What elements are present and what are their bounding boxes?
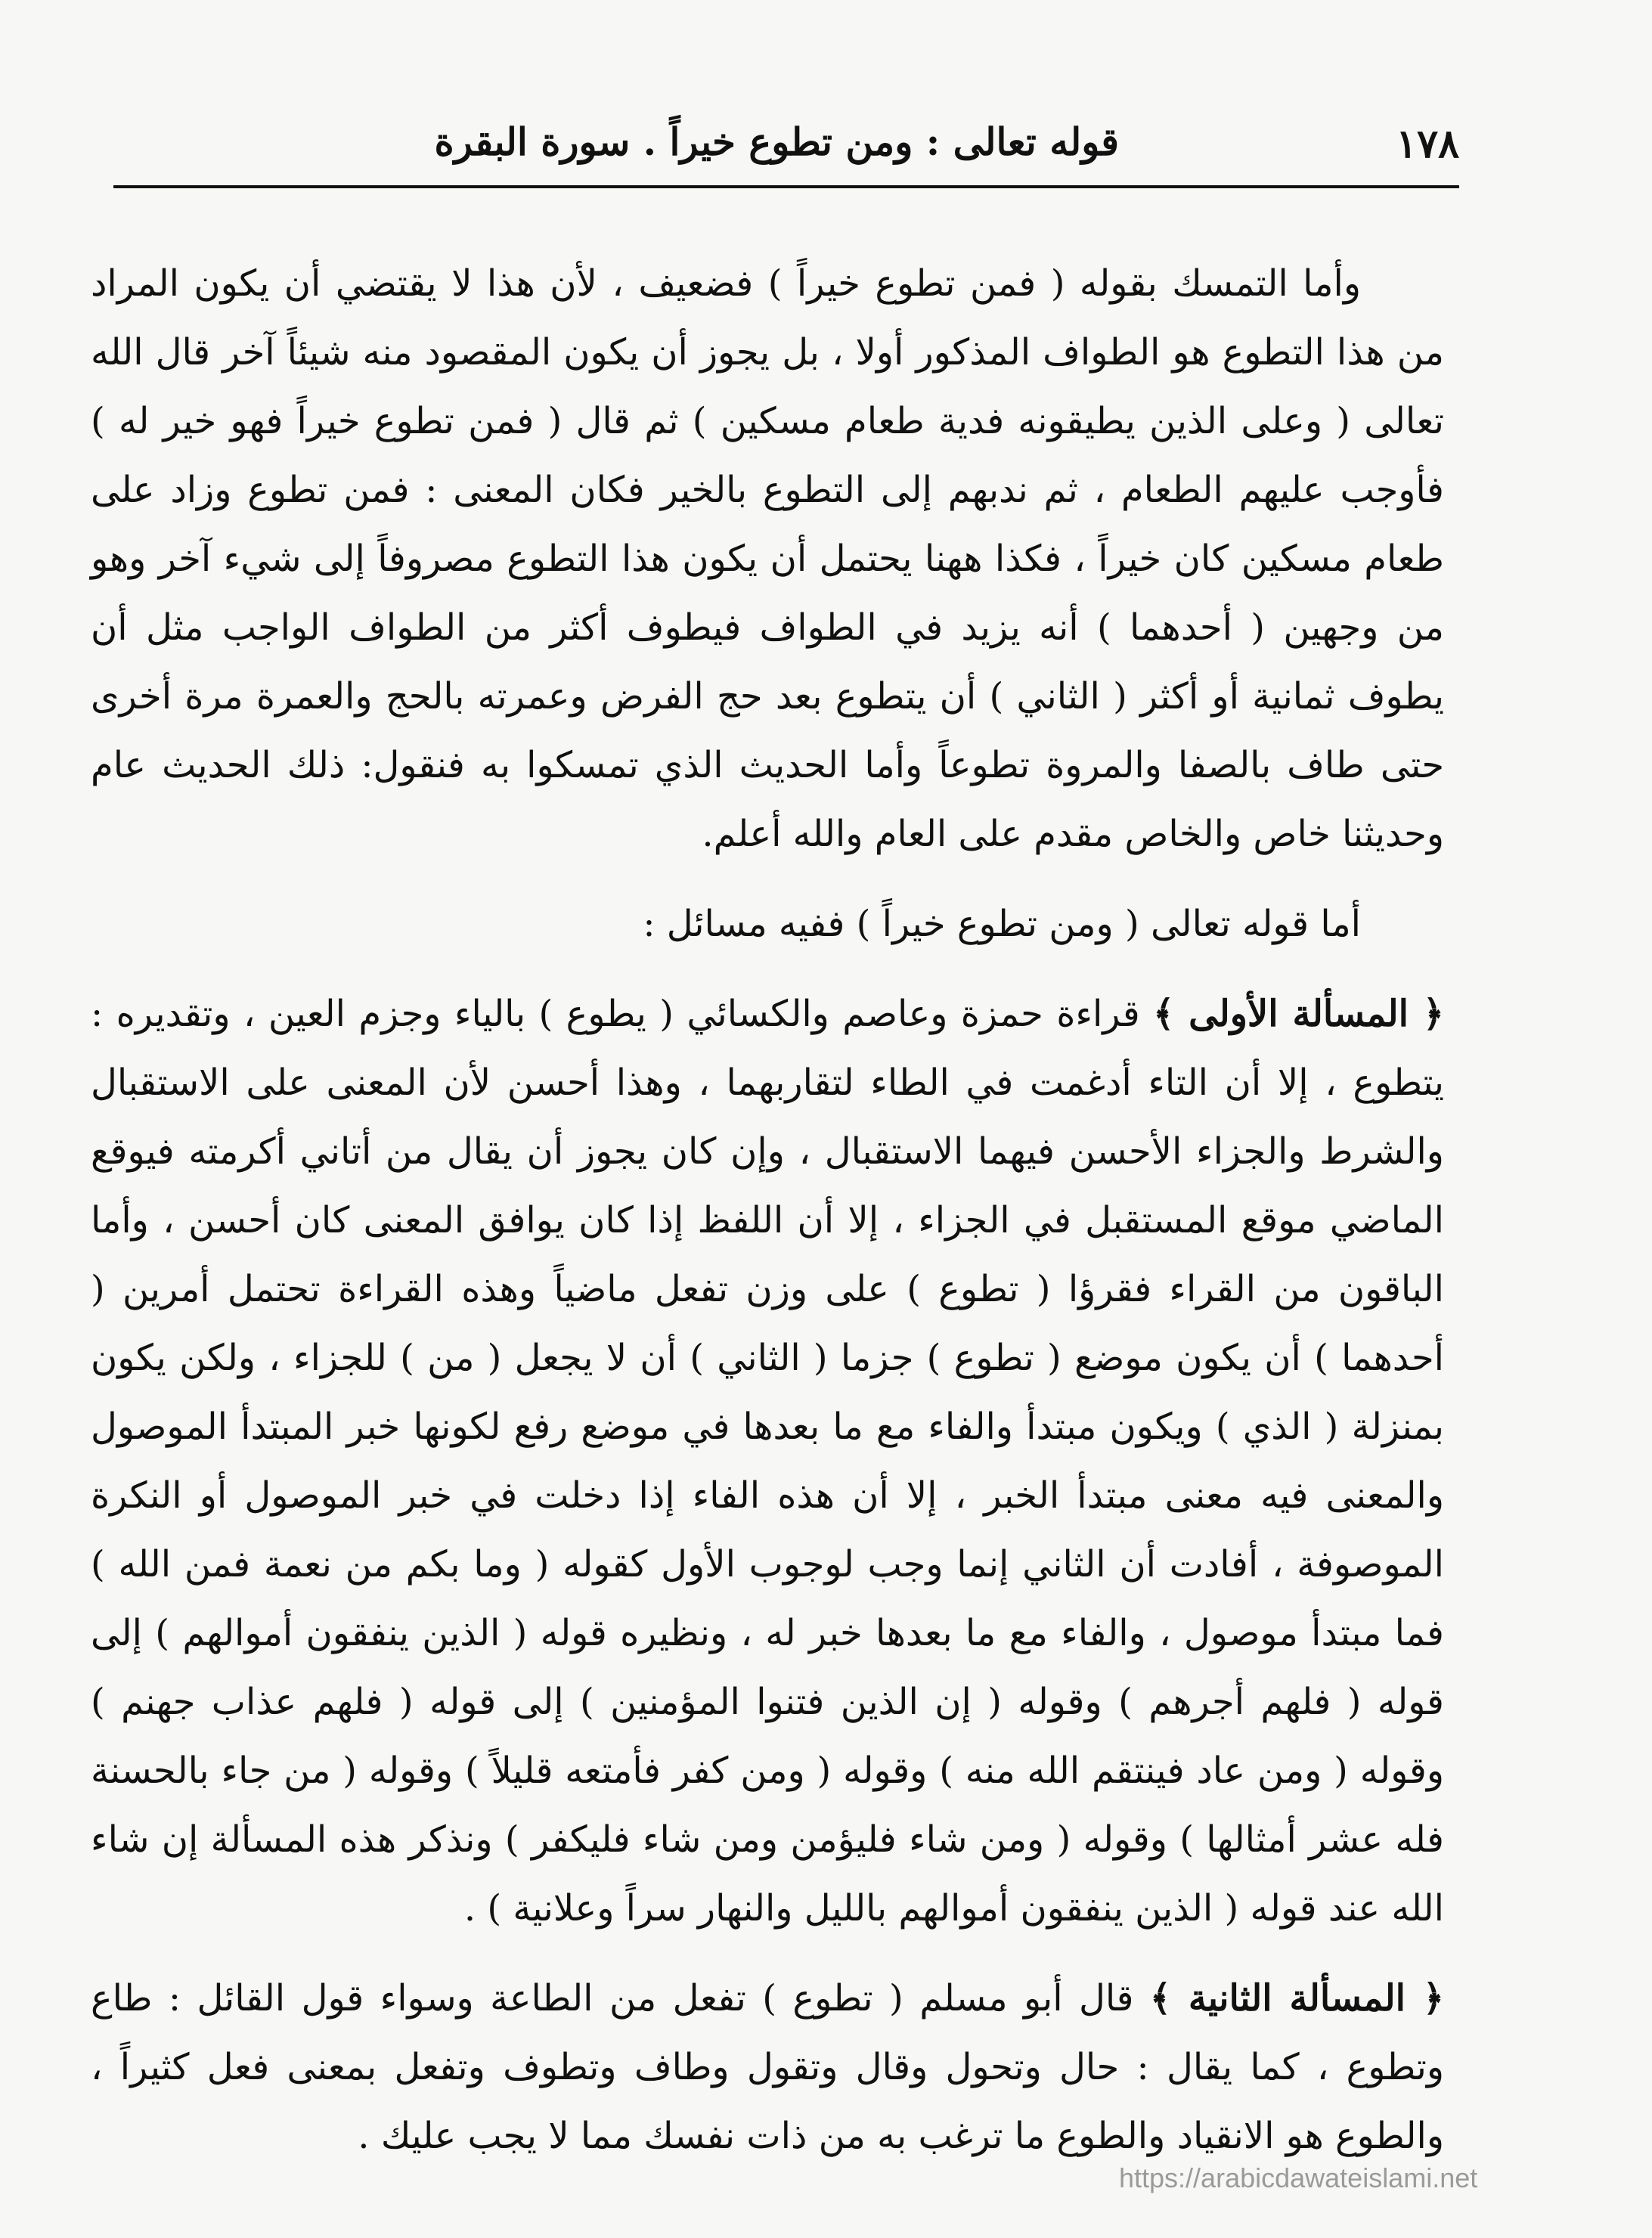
body-text [91,250,1444,2171]
masala-2-heading: ﴿ المسألة الثانية ﴾ [1149,1977,1445,2019]
header-title: قوله تعالى : ومن تطوع خيراً . سورة البقرة [434,119,1119,164]
header-rule [113,185,1459,188]
paragraph-masala-1 [91,980,1444,1943]
paragraph-masala-2 [91,1964,1444,2171]
running-head [113,113,1459,181]
paragraph-tamassuk: وأما التمسك بقوله ( فمن تطوع خيراً ) فضعيف ، لأن هذا لا يقتضي أن يكون المراد من هذا التطوع هو الطواف المذكور أولا ، بل يجوز أن يكون المقصود منه شيئاً آخر قال الله تعالى ( وعلى الذين يطيقونه فدية طعام مسكين ) ثم قال ( فمن تطوع خيراً فهو خير له ) فأوجب عليهم الطعام ، ثم ندبهم إلى التطوع بالخير فكان المعنى : فمن تطوع وزاد على طعام مسكين كان خيراً ، فكذا ههنا يحتمل أن يكون هذا التطوع مصروفاً إلى شيء آخر وهو من وجهين ( أحدهما ) أنه يزيد في الطواف فيطوف أكثر من الطواف الواجب مثل أن يطوف ثمانية أو أكثر ( الثاني ) أن يتطوع بعد حج الفرض وعمرته بالحج والعمرة مرة أخرى حتى طاف بالصفا والمروة تطوعاً وأما الحديث الذي تمسكوا به فنقول: ذلك الحديث عام وحديثنا خاص والخاص مقدم على العام والله أعلم. [91,262,1445,855]
masala-2-text: قال أبو مسلم ( تطوع ) تفعل من الطاعة وسواء قول القائل : طاع وتطوع ، كما يقال : حال وتحول وقال وتقول وطاف وتطوف وتفعل بمعنى فعل كثيراً ، والطوع هو الانقياد والطوع ما ترغب به من ذات نفسك مما لا يجب عليك . [91,1977,1444,2157]
masala-1-text: قراءة حمزة وعاصم والكسائي ( يطوع ) بالياء وجزم العين ، وتقديره : يتطوع ، إلا أن التاء أدغمت في الطاء لتقاربهما ، وهذا أحسن لأن المعنى على الاستقبال والشرط والجزاء الأحسن فيهما الاستقبال ، وإن كان يجوز أن يقال من أتاني أكرمته فيوقع الماضي موقع المستقبل في الجزاء ، إلا أن اللفظ إذا كان يوافق المعنى كان أحسن ، وأما الباقون من القراء فقرؤا ( تطوع ) على وزن تفعل ماضياً وهذه القراءة تحتمل أمرين ( أحدهما ) أن يكون موضع ( تطوع ) جزما ( الثاني ) أن لا يجعل ( من ) للجزاء ، ولكن يكون بمنزلة ( الذي ) ويكون مبتدأ والفاء مع ما بعدها في موضع رفع لكونها خبر المبتدأ الموصول والمعنى فيه معنى مبتدأ الخبر ، إلا أن هذه الفاء إذا دخلت في خبر الموصول أو النكرة الموصوفة ، أفادت أن الثاني إنما وجب لوجوب الأول كقوله ( وما بكم من نعمة فمن الله ) فما مبتدأ موصول ، والفاء مع ما بعدها خبر له ، ونظيره قوله ( الذين ينفقون أموالهم ) إلى قوله ( فلهم أجرهم ) وقوله ( إن الذين فتنوا المؤمنين ) إلى قوله ( فلهم عذاب جهنم ) وقوله ( ومن عاد فينتقم الله منه ) وقوله ( ومن كفر فأمتعه قليلاً ) وقوله ( من جاء بالحسنة فله عشر أمثالها ) وقوله ( ومن شاء فليؤمن ومن شاء فليكفر ) ونذكر هذه المسألة إن شاء الله عند قوله ( الذين ينفقون أموالهم بالليل والنهار سراً وعلانية ) . [91,993,1445,1930]
source-watermark: https://arabicdawateislami.net [1119,2162,1478,2193]
masala-1-heading: ﴿ المسألة الأولى ﴾ [1153,993,1444,1035]
page-number: ١٧٨ [1396,121,1459,167]
paragraph-masail-intro: أما قوله تعالى ( ومن تطوع خيراً ) ففيه مسائل : [643,903,1361,945]
